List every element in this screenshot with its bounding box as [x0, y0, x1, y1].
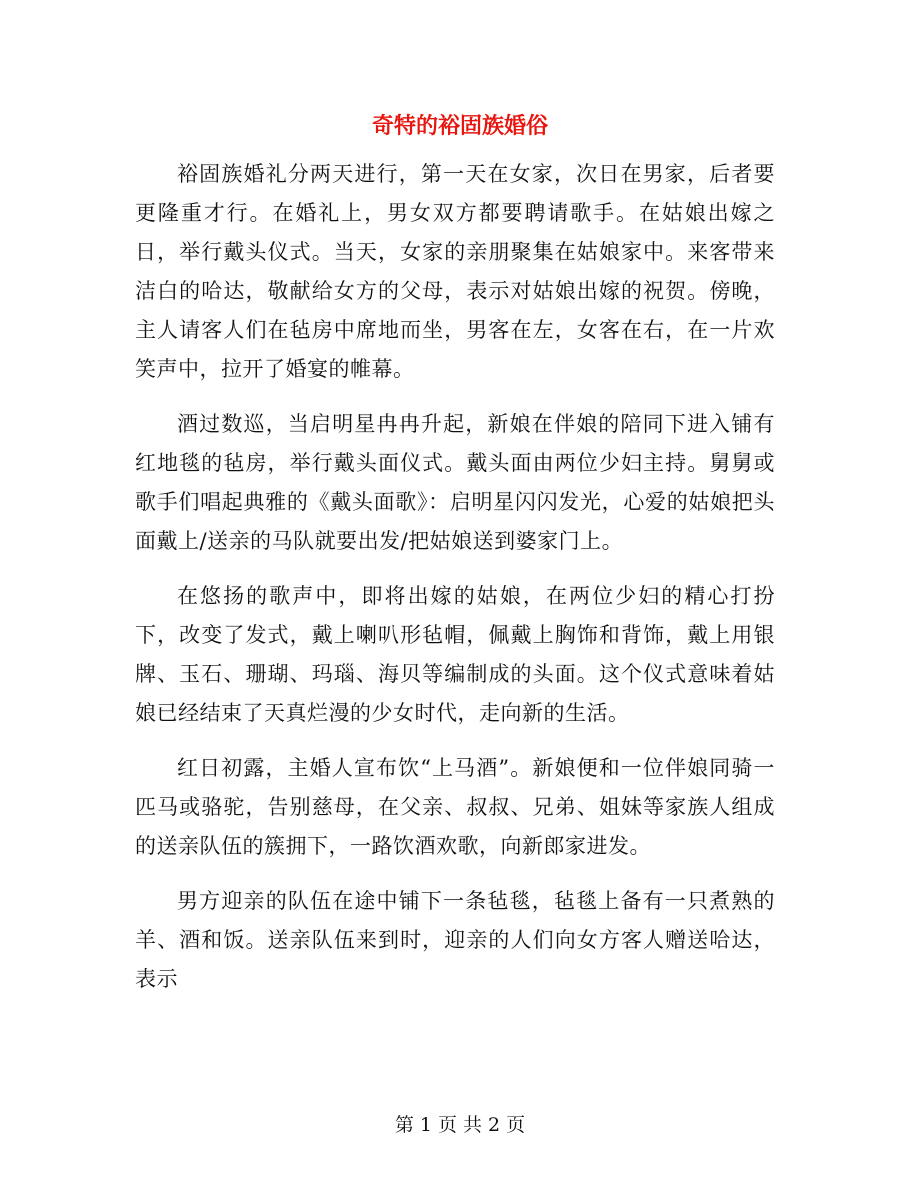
paragraph-5: 男方迎亲的队伍在途中铺下一条毡毯，毡毯上备有一只煮熟的羊、酒和饭。送亲队伍来到时，迎亲的人们向女方客人赠送哈达，表示 — [135, 889, 775, 991]
document-body — [135, 155, 775, 1015]
paragraph-3: 在悠扬的歌声中，即将出嫁的姑娘，在两位少妇的精心打扮下，改变了发式，戴上喇叭形毡帽，佩戴上胸饰和背饰，戴上用银牌、玉石、珊瑚、玛瑙、海贝等编制成的头面。这个仪式意味着姑娘已经结束了天真烂漫的少女时代，走向新的生活。 — [135, 584, 775, 725]
paragraph-1: 裕固族婚礼分两天进行，第一天在女家，次日在男家，后者要更隆重才行。在婚礼上，男女双方都要聘请歌手。在姑娘出嫁之日，举行戴头仪式。当天，女家的亲朋聚集在姑娘家中。来客带来洁白的哈达，敬献给女方的父母，表示对姑娘出嫁的祝贺。傍晚，主人请客人们在毡房中席地而坐，男客在左，女客在右，在一片欢笑声中，拉开了婚宴的帷幕。 — [135, 162, 775, 381]
document-title: 奇特的裕固族婚俗 — [371, 113, 548, 139]
page-number-footer: 第 1 页 共 2 页 — [394, 1114, 526, 1136]
paragraph-4: 红日初露，主婚人宣布饮“上马酒”。新娘便和一位伴娘同骑一匹马或骆驼，告别慈母，在父亲、叔叔、兄弟、姐妹等家族人组成的送亲队伍的簇拥下，一路饮酒欢歌，向新郎家进发。 — [135, 756, 775, 858]
paragraph-2: 酒过数巡，当启明星冉冉升起，新娘在伴娘的陪同下进入铺有红地毯的毡房，举行戴头面仪式。戴头面由两位少妇主持。舅舅或歌手们唱起典雅的《戴头面歌》：启明星闪闪发光，心爱的姑娘把头面戴上/送亲的马队就要出发/把姑娘送到婆家门上。 — [135, 412, 775, 553]
